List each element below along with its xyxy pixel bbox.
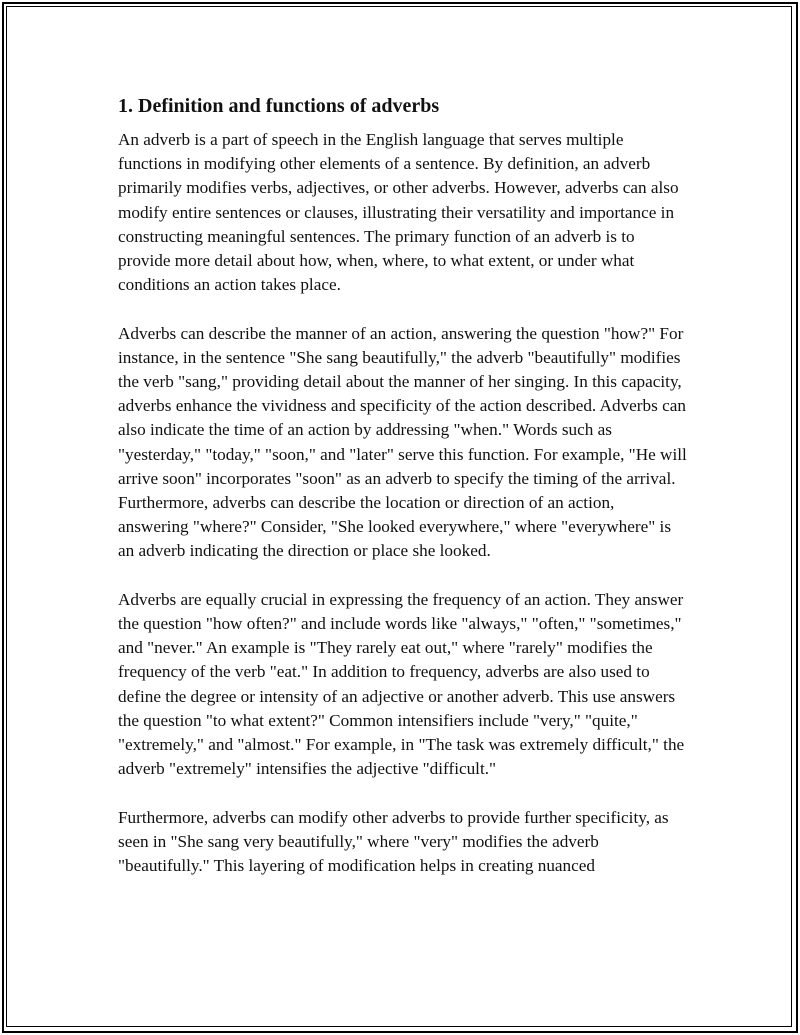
paragraph-frequency-degree: Adverbs are equally crucial in expressing the frequency of an action. They answer the question "how often?" and include words like "always," "often," "sometimes," and "never." An example is "They rarely eat out," where "rarely" modifies the frequency of the verb "eat." In addition to frequency, adverbs are also used to define the degree or intensity of an adjective or another adverb. This use answers the question "to what extent?" Common intensifiers include "very," "quite," "extremely," and "almost." For example, in "The task was extremely difficult," the adverb "extremely" intensifies the adjective "difficult." (118, 589, 685, 779)
document-body (118, 92, 688, 902)
paragraph-modifying-adverbs: Furthermore, adverbs can modify other adverbs to provide further specificity, as seen in "She sang very beautifully," where "very" modifies the adverb "beautifully." This layering of modification helps in creating nuanced (118, 807, 669, 876)
section-heading: 1. Definition and functions of adverbs (118, 95, 440, 117)
paragraph-definition: An adverb is a part of speech in the English language that serves multiple functions in modifying other elements of a sentence. By definition, an adverb primarily modifies verbs, adjectives, or other adverbs. However, adverbs can also modify entire sentences or clauses, illustrating their versatility and importance in constructing meaningful sentences. The primary function of an adverb is to provide more detail about how, when, where, to what extent, or under what conditions an action takes place. (118, 130, 679, 295)
paragraph-manner-time-place: Adverbs can describe the manner of an action, answering the question "how?" For instance, in the sentence "She sang beautifully," the adverb "beautifully" modifies the verb "sang," providing detail about the manner of her singing. In this capacity, adverbs enhance the vividness and specificity of the action described. Adverbs can also indicate the time of an action by addressing "when." Words such as "yesterday," "today," "soon," and "later" serve this function. For example, "He will arrive soon" incorporates "soon" as an adverb to specify the timing of the arrival. Furthermore, adverbs can describe the location or direction of an action, answering "where?" Consider, "She looked everywhere," where "everywhere" is an adverb indicating the direction or place she looked. (118, 323, 687, 561)
